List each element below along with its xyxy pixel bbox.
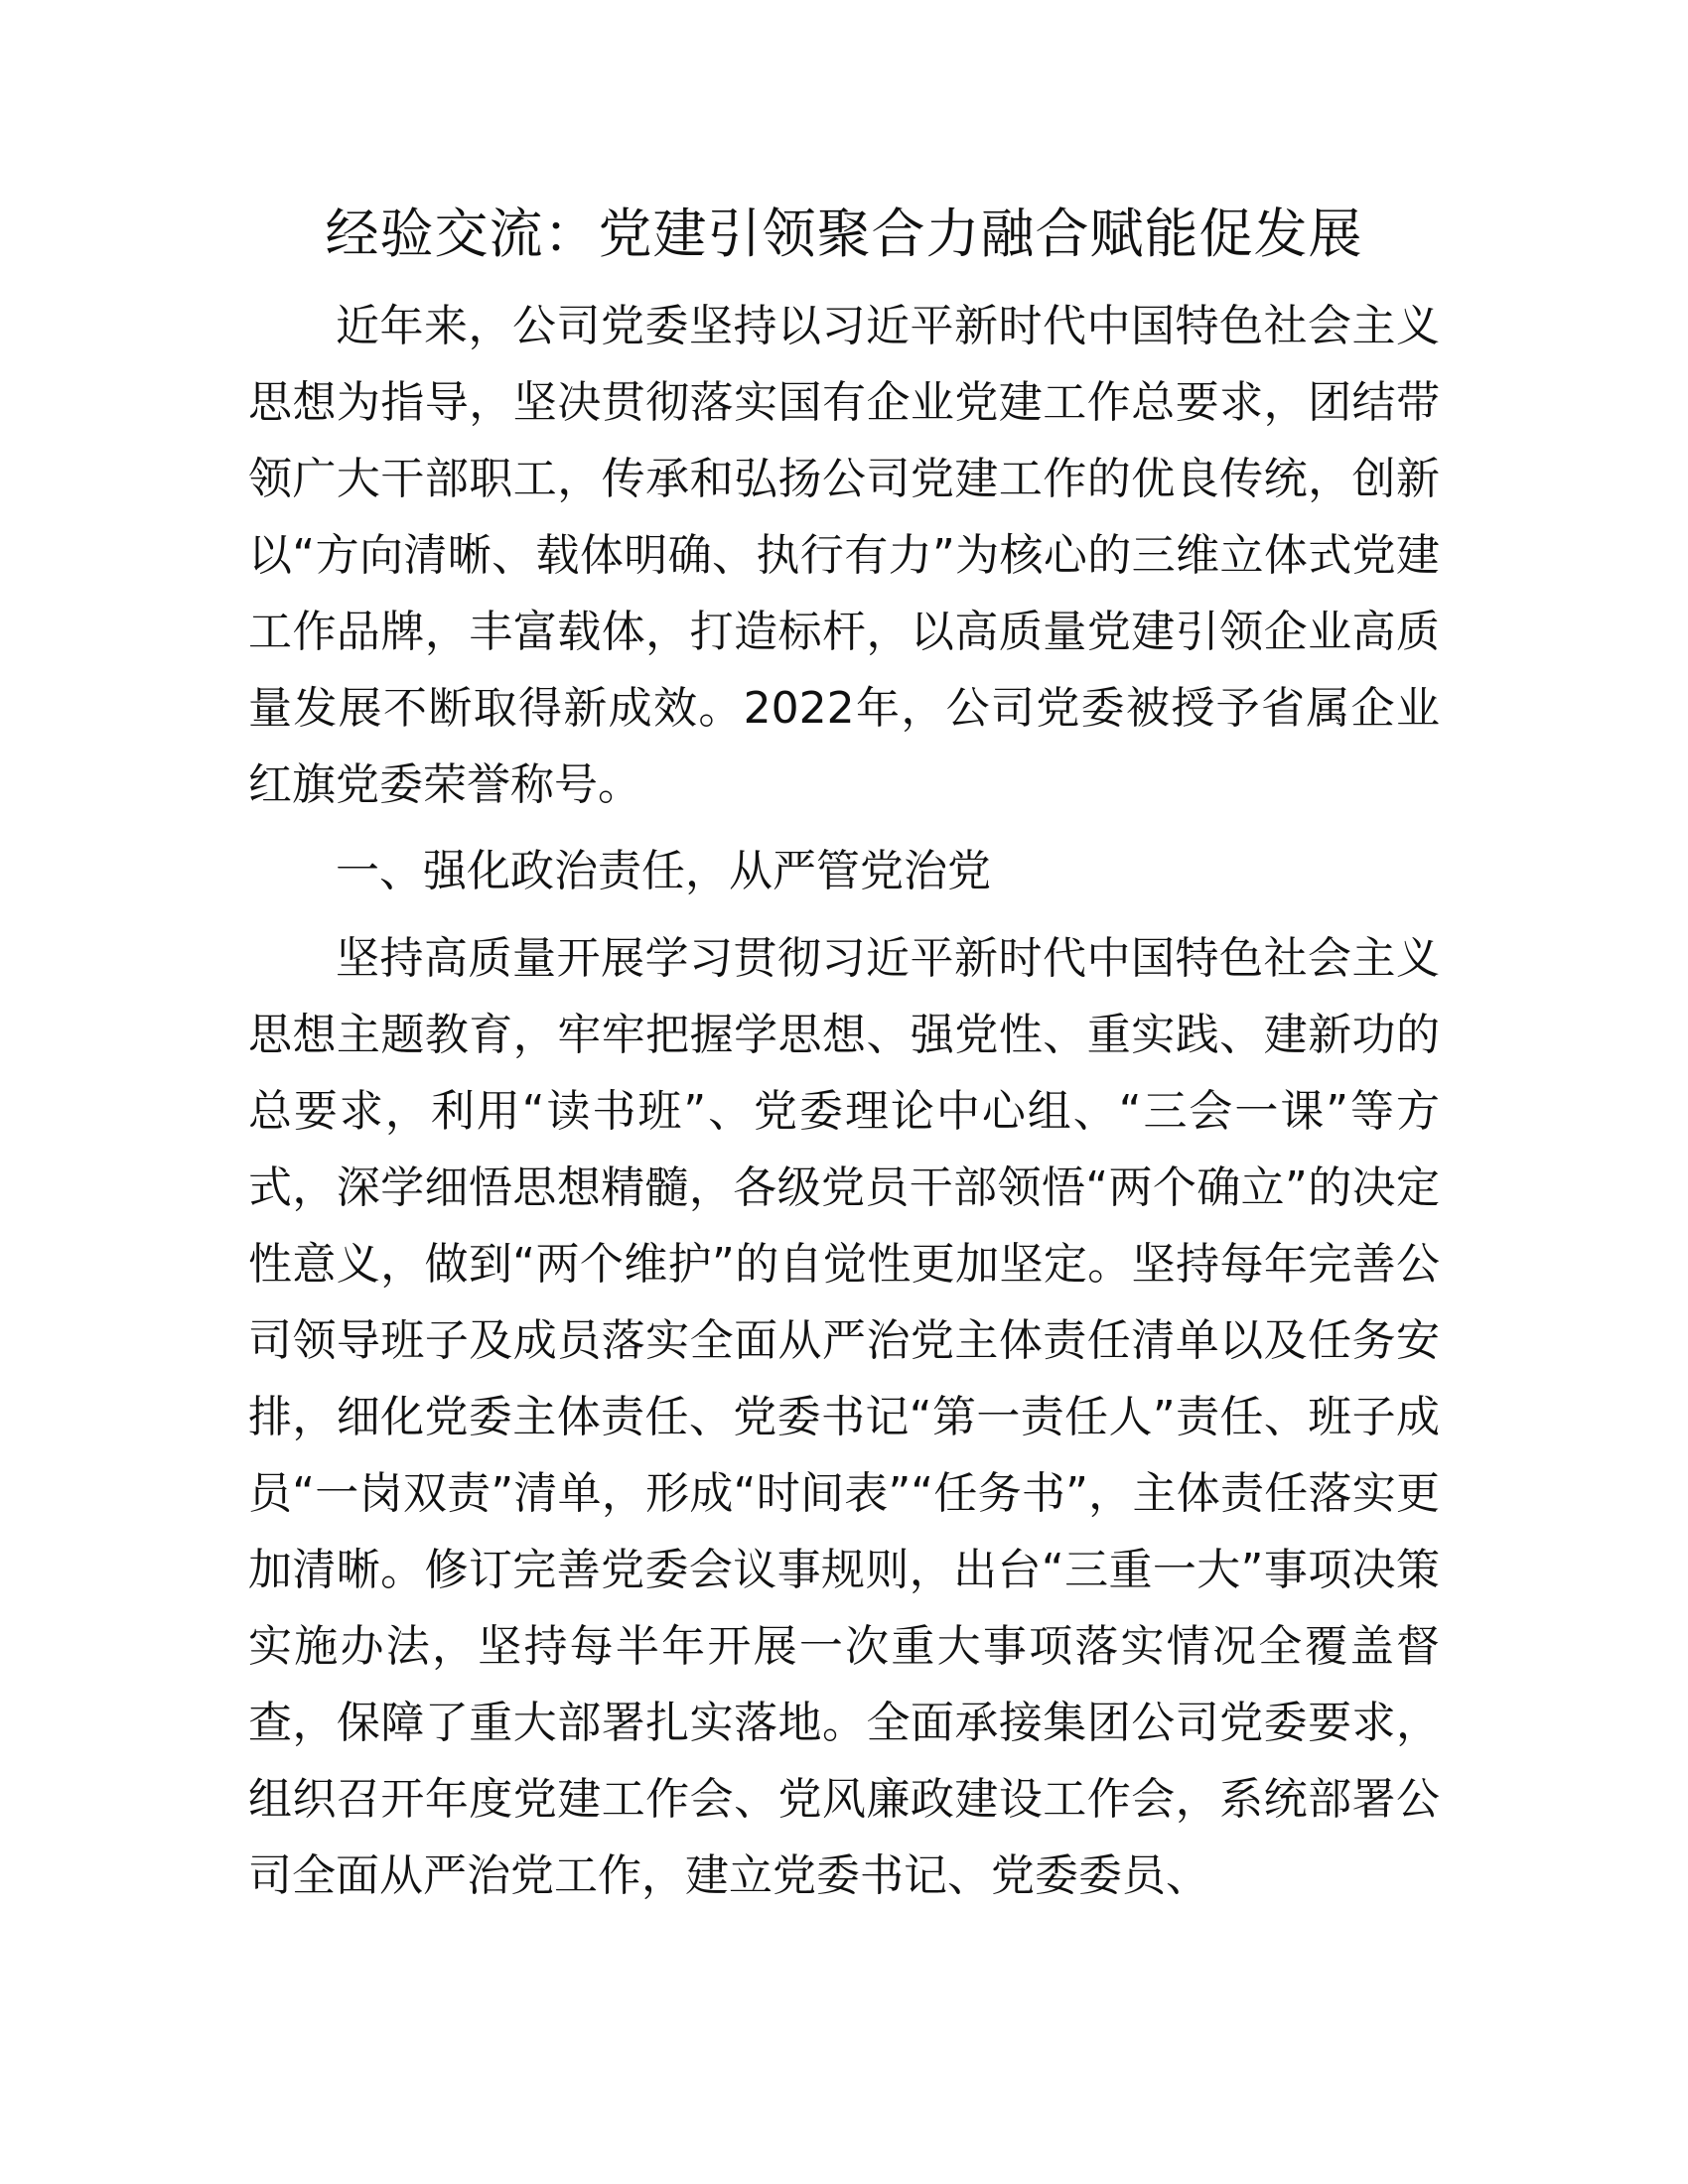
section-heading-1: 一、强化政治责任，从严管党治党 [336,846,991,896]
document-body [248,288,1440,1914]
intro-paragraph: 近年来，公司党委坚持以习近平新时代中国特色社会主义思想为指导，坚决贯彻落实国有企业党建工作总要求，团结带领广大干部职工，传承和弘扬公司党建工作的优良传统，创新以“方向清晰、载体明确、执行有力”为核心的三维立体式党建工作品牌，丰富载体，打造标杆，以高质量党建引领企业高质量发展不断取得新成效。2022年，公司党委被授予省属企业红旗党委荣誉称号。 [248,301,1440,810]
section-1-paragraph: 坚持高质量开展学习贯彻习近平新时代中国特色社会主义思想主题教育，牢牢把握学思想、强党性、重实践、建新功的总要求，利用“读书班”、党委理论中心组、“三会一课”等方式，深学细悟思想精髓，各级党员干部领悟“两个确立”的决定性意义，做到“两个维护”的自觉性更加坚定。坚持每年完善公司领导班子及成员落实全面从严治党主体责任清单以及任务安排，细化党委主体责任、党委书记“第一责任人”责任、班子成员“一岗双责”清单，形成“时间表”“任务书”，主体责任落实更加清晰。修订完善党委会议事规则，出台“三重一大”事项决策实施办法，坚持每半年开展一次重大事项落实情况全覆盖督查，保障了重大部署扎实落地。全面承接集团公司党委要求，组织召开年度党建工作会、党风廉政建设工作会，系统部署公司全面从严治党工作，建立党委书记、党委委员、 [248,933,1440,1901]
document-title: 经验交流：党建引领聚合力融合赋能促发展 [325,203,1363,265]
